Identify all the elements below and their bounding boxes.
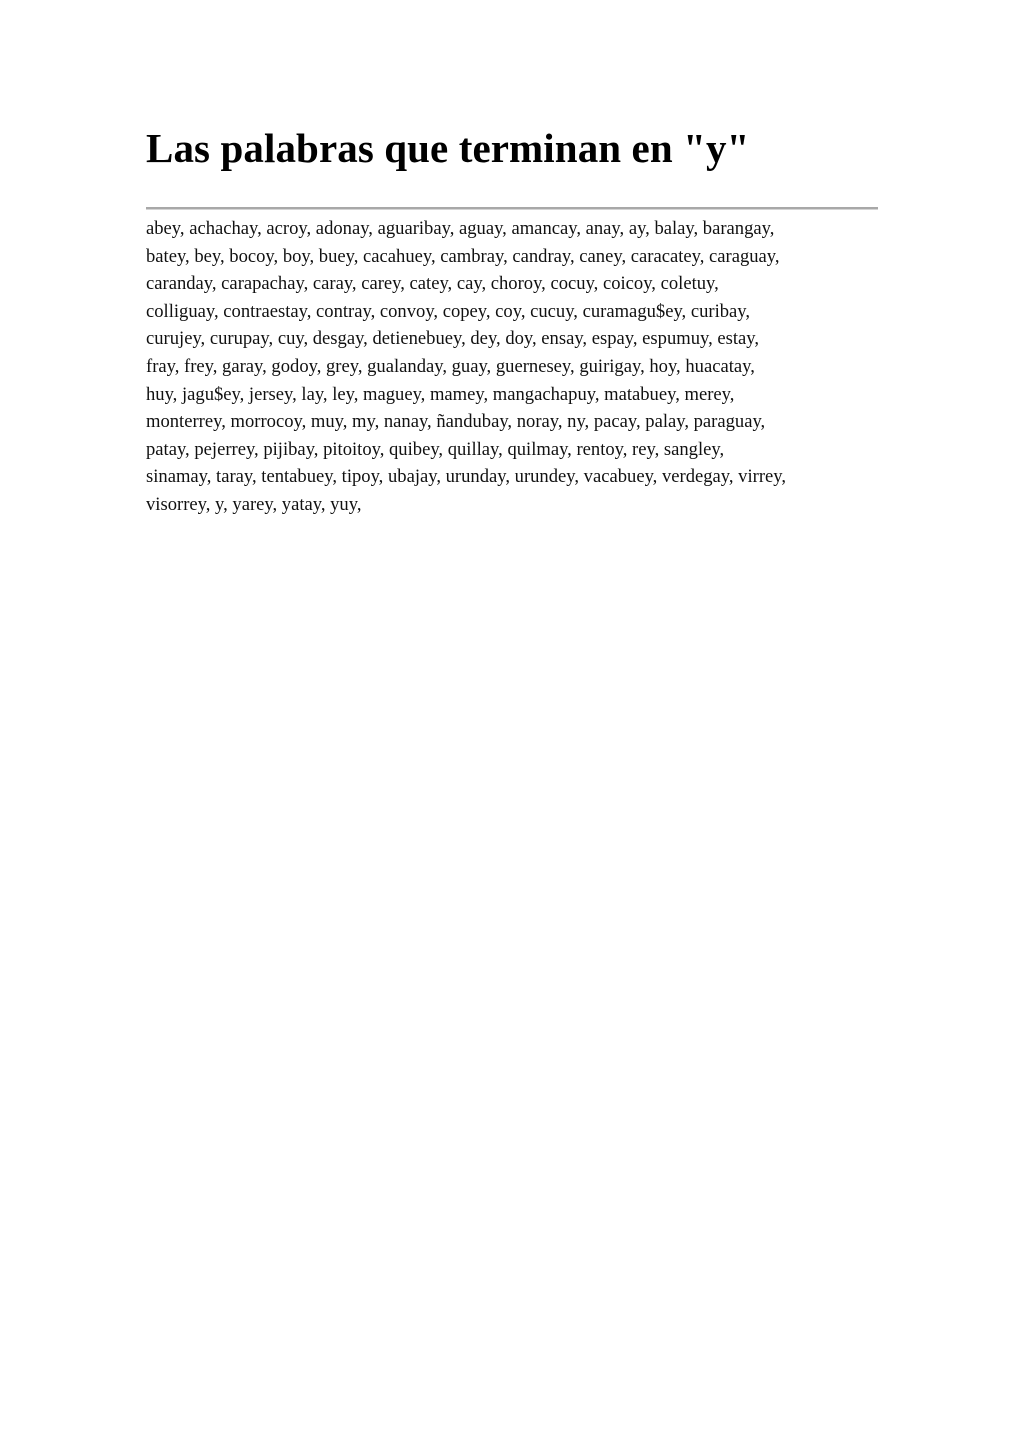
title-divider [146, 207, 878, 210]
word-list-line: sinamay, taray, tentabuey, tipoy, ubajay, urunday, urundey, vacabuey, verdegay, virrey, [146, 466, 787, 488]
word-list-line: batey, bey, bocoy, boy, buey, cacahuey, cambray, candray, caney, caracatey, caraguay, [146, 245, 780, 267]
word-list-line: caranday, carapachay, caray, carey, catey, cay, choroy, cocuy, coicoy, coletuy, [146, 273, 719, 295]
word-list-line: visorrey, y, yarey, yatay, yuy, [146, 493, 362, 515]
word-list-line: huy, jagu$ey, jersey, lay, ley, maguey, mamey, mangachapuy, matabuey, merey, [146, 383, 735, 405]
word-list-line: curujey, curupay, cuy, desgay, detienebuey, dey, doy, ensay, espay, espumuy, estay, [146, 328, 760, 350]
word-list-line: colliguay, contraestay, contray, convoy, copey, coy, cucuy, curamagu$ey, curibay, [146, 300, 751, 322]
document-content [146, 118, 878, 519]
page-title: Las palabras que terminan en "y" [146, 125, 750, 171]
word-list-line: fray, frey, garay, godoy, grey, gualanday, guay, guernesey, guirigay, hoy, huacatay, [146, 355, 755, 377]
word-list-line: patay, pejerrey, pijibay, pitoitoy, quibey, quillay, quilmay, rentoy, rey, sangley, [146, 438, 725, 460]
word-list-line: monterrey, morrocoy, muy, my, nanay, ñandubay, noray, ny, pacay, palay, paraguay, [146, 411, 766, 433]
word-list [146, 215, 878, 519]
word-list-line: abey, achachay, acroy, adonay, aguaribay, aguay, amancay, anay, ay, balay, barangay, [146, 218, 775, 239]
